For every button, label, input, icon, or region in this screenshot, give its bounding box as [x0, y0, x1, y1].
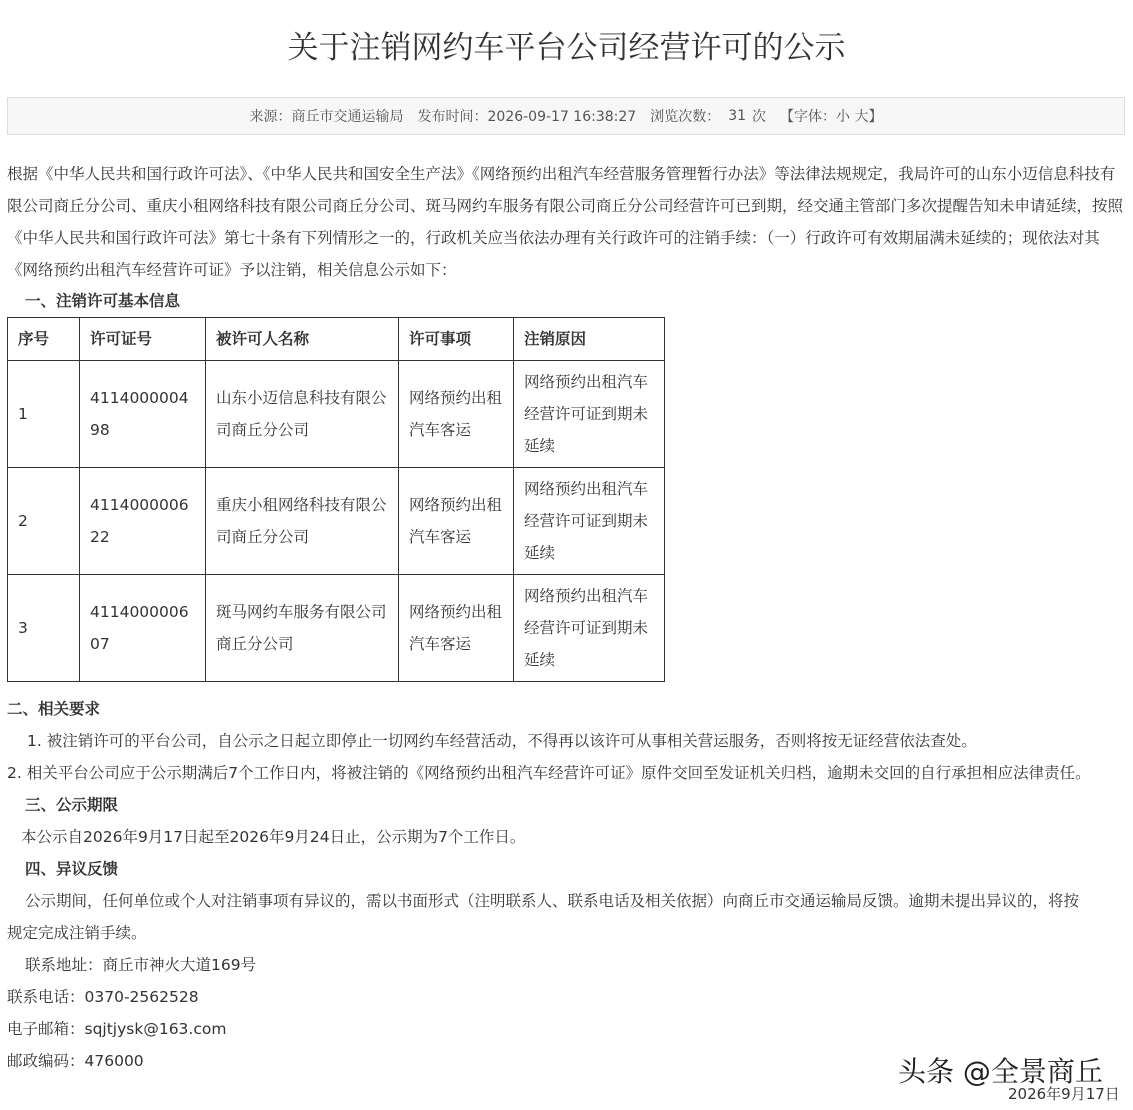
font-label-close: 】 [868, 109, 883, 125]
section2-heading: 二、相关要求 [7, 700, 101, 718]
table-row [8, 468, 665, 575]
col-header-license: 许可证号 [80, 318, 206, 361]
section3-heading: 三、公示期限 [25, 796, 119, 814]
col-header-name: 被许可人名称 [206, 318, 399, 361]
contact-address: 联系地址：商丘市神火大道169号 [25, 956, 257, 974]
cell-no: 1 [8, 361, 80, 468]
contact-postcode: 邮政编码：476000 [7, 1052, 144, 1070]
meta-source: 来源：商丘市交通运输局 [249, 109, 404, 125]
cell-license: 411400000622 [80, 468, 206, 575]
col-header-reason: 注销原因 [514, 318, 665, 361]
cell-item: 网络预约出租汽车客运 [399, 468, 514, 575]
page-title: 关于注销网约车平台公司经营许可的公示 [287, 30, 846, 66]
requirement-item-2: 2. 相关平台公司应于公示期满后7个工作日内，将被注销的《网络预约出租汽车经营许可证》原件交回至发证机关归档，逾期未交回的自行承担相应法律责任。 [7, 764, 1091, 782]
requirement-item-1: 1. 被注销许可的平台公司，自公示之日起立即停止一切网约车经营活动，不得再以该许可从事相关营运服务，否则将按无证经营依法查处。 [27, 732, 977, 750]
col-header-no: 序号 [8, 318, 80, 361]
contact-email: 电子邮箱：sqjtjysk@163.com [7, 1020, 227, 1038]
license-table [7, 317, 665, 682]
cell-name: 重庆小租网络科技有限公司商丘分公司 [206, 468, 399, 575]
objection-text-line2: 规定完成注销手续。 [7, 924, 147, 942]
table-header-row [8, 318, 665, 361]
section1-heading: 一、注销许可基本信息 [25, 292, 181, 310]
cell-name: 斑马网约车服务有限公司商丘分公司 [206, 575, 399, 682]
font-label-open: 【字体： [780, 109, 837, 125]
section4-heading: 四、异议反馈 [25, 860, 119, 878]
cell-no: 2 [8, 468, 80, 575]
objection-text-line1: 公示期间，任何单位或个人对注销事项有异议的，需以书面形式（注明联系人、联系电话及相关依据）向商丘市交通运输局反馈。逾期未提出异议的，将按 [25, 892, 1080, 910]
font-size-switcher [780, 106, 882, 126]
cell-item: 网络预约出租汽车客运 [399, 575, 514, 682]
watermark-date: 2026年9月17日 [1008, 1085, 1120, 1103]
contact-phone: 联系电话：0370-2562528 [7, 988, 199, 1006]
cell-name: 山东小迈信息科技有限公司商丘分公司 [206, 361, 399, 468]
font-large-link[interactable]: 大 [854, 109, 869, 125]
table-row [8, 361, 665, 468]
notice-period-text: 本公示自2026年9月17日起至2026年9月24日止，公示期为7个工作日。 [21, 828, 526, 846]
col-header-item: 许可事项 [399, 318, 514, 361]
toutiao-watermark: 头条 @全景商丘 [898, 1055, 1103, 1088]
cell-item: 网络预约出租汽车客运 [399, 361, 514, 468]
table-row [8, 575, 665, 682]
font-small-link[interactable]: 小 [836, 109, 851, 125]
meta-views-count: 31 [728, 108, 747, 124]
meta-views-label: 浏览次数： [650, 109, 721, 125]
cell-reason: 网络预约出租汽车经营许可证到期未延续 [514, 361, 665, 468]
cell-license: 411400000607 [80, 575, 206, 682]
cell-no: 3 [8, 575, 80, 682]
meta-publish-time: 发布时间：2026-09-17 16:38:27 [417, 109, 637, 125]
article-meta-bar [7, 97, 1125, 135]
intro-paragraph: 根据《中华人民共和国行政许可法》、《中华人民共和国安全生产法》《网络预约出租汽车经营服务管理暂行办法》等法律法规规定，我局许可的山东小迈信息科技有限公司商丘分公司、重庆小租网络科技有限公司商丘分公司、斑马网约车服务有限公司商丘分公司经营许可已到期，经交通主管部门多次提醒告知未申请延续，按照《中华人民共和国行政许可法》第七十条有下列情形之一的，行政机关应当依法办理有关行政许可的注销手续：（一）行政许可有效期届满未延续的；现依法对其《网络预约出租汽车经营许可证》予以注销，相关信息公示如下： [7, 165, 1124, 279]
meta-views-unit: 次 [752, 109, 767, 125]
cell-reason: 网络预约出租汽车经营许可证到期未延续 [514, 468, 665, 575]
cell-license: 411400000498 [80, 361, 206, 468]
cell-reason: 网络预约出租汽车经营许可证到期未延续 [514, 575, 665, 682]
